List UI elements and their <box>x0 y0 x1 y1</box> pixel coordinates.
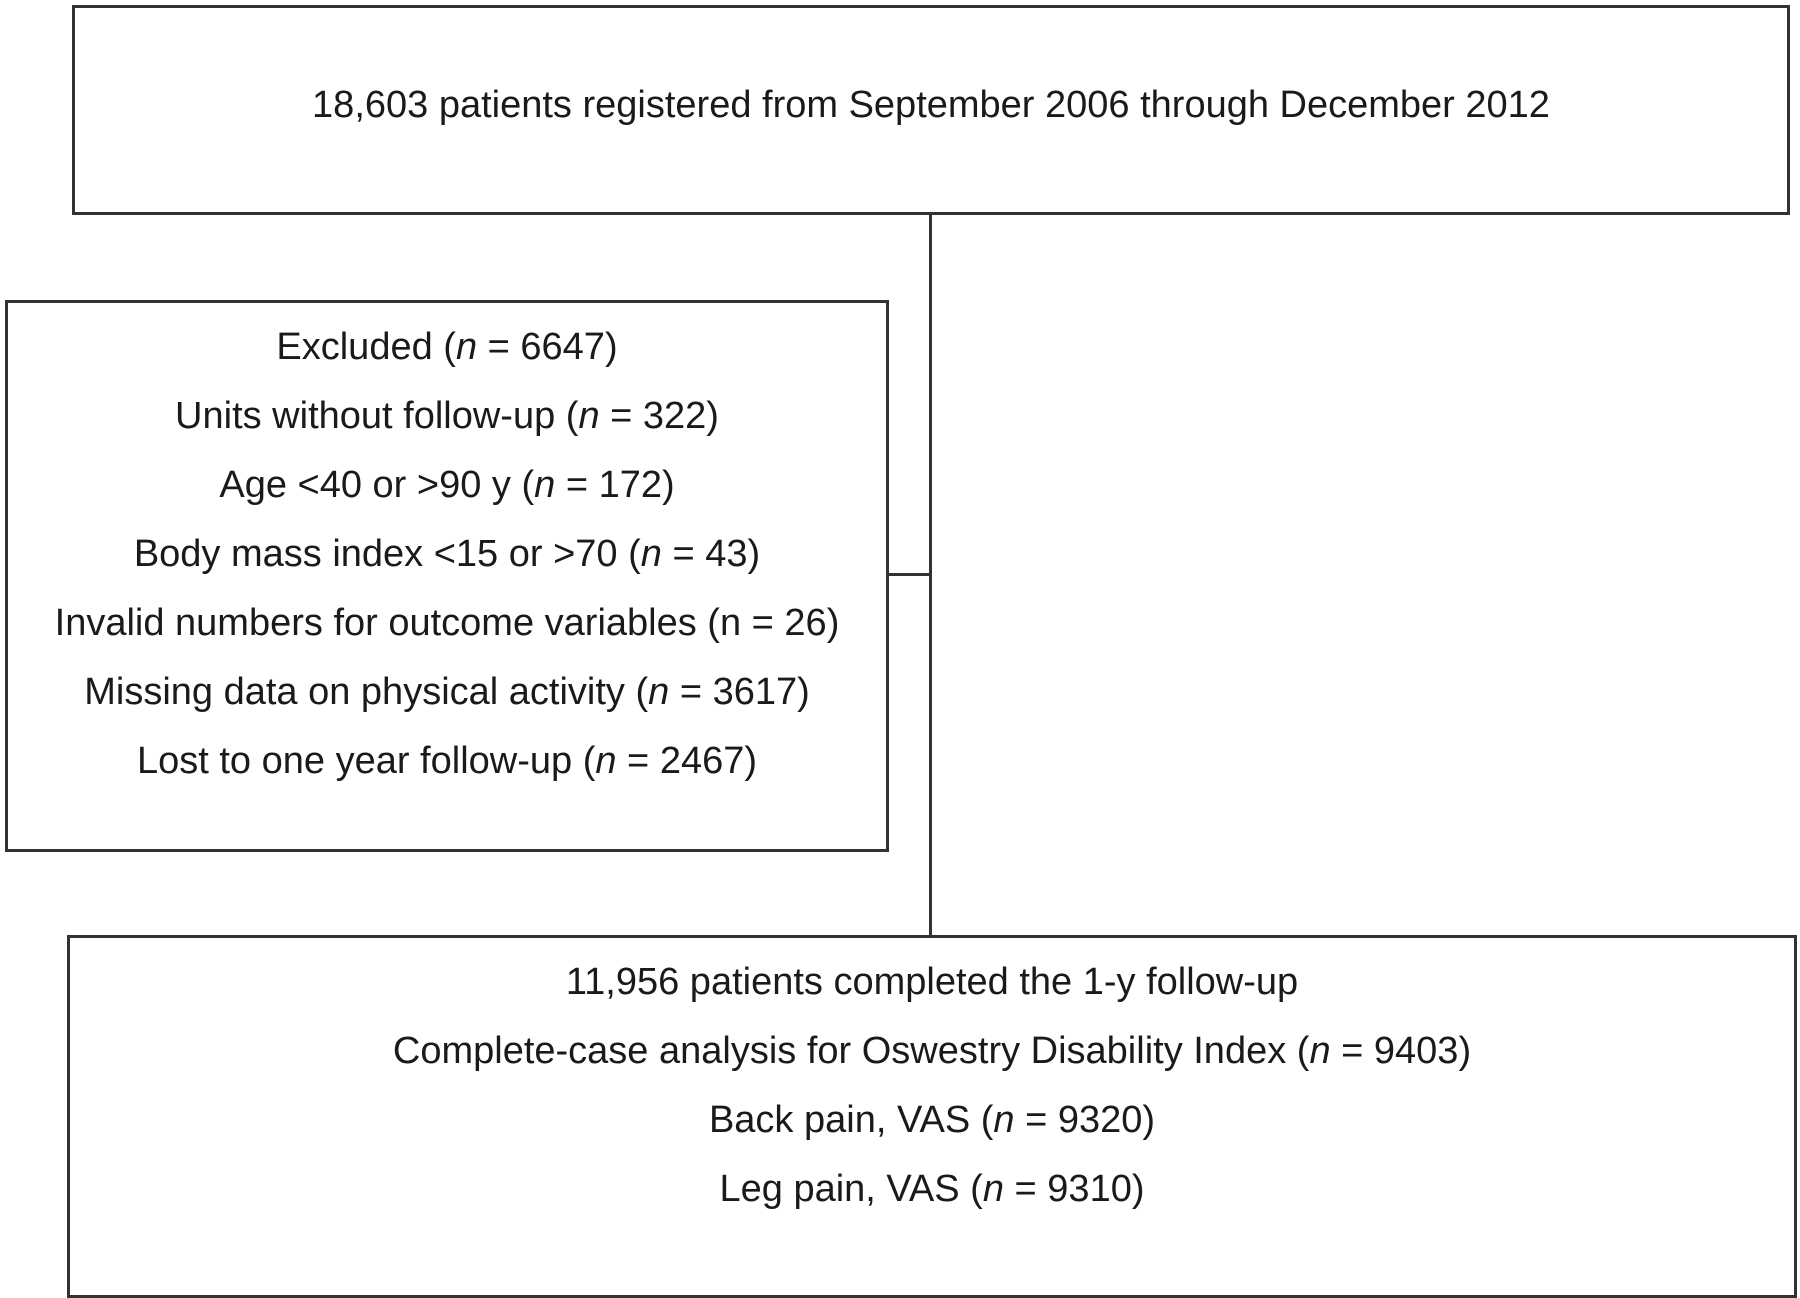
n-value: 9310 <box>1047 1168 1132 1210</box>
item-label: Back pain, VAS <box>708 1099 971 1141</box>
exclusion-reason-row: Missing data on physical activity (n = 3617) <box>84 671 810 713</box>
item-label: Body mass index <15 or >70 <box>133 533 618 575</box>
exclusion-box <box>5 300 889 852</box>
exclusion-reason-row: Units without follow-up (n = 322) <box>175 395 719 437</box>
completed-followup-headline: 11,956 patients completed the 1-y follow-up <box>565 961 1299 1003</box>
n-symbol: n <box>640 533 662 575</box>
n-value: 9320 <box>1057 1099 1143 1141</box>
completed-followup-box <box>67 935 1797 1298</box>
item-label: Excluded <box>276 326 433 368</box>
exclusion-list <box>8 313 886 796</box>
item-label: Missing data on physical activity <box>84 671 625 713</box>
analysis-row: Back pain, VAS (n = 9320) <box>708 1099 1156 1141</box>
item-label: Lost to one year follow-up <box>136 740 573 782</box>
n-value: 322 <box>642 395 707 437</box>
registered-patients-box <box>72 5 1790 215</box>
n-value: 2467 <box>659 740 745 782</box>
item-label: Units without follow-up <box>175 395 556 437</box>
n-symbol: n <box>1309 1030 1331 1072</box>
item-label: Age <40 or >90 y <box>219 464 511 506</box>
exclusion-reason-row: Lost to one year follow-up (n = 2467) <box>136 740 758 782</box>
item-label: Leg pain, VAS <box>719 1168 960 1210</box>
item-label: Invalid numbers for outcome variables <box>54 602 697 644</box>
n-value: 6647 <box>520 326 605 368</box>
n-symbol: n <box>534 464 556 506</box>
n-symbol: n <box>595 740 617 782</box>
n-value: 43 <box>705 533 748 575</box>
exclusion-reason-row: Body mass index <15 or >70 (n = 43) <box>133 533 761 575</box>
n-symbol: n <box>719 602 742 644</box>
n-symbol: n <box>648 671 670 713</box>
n-value: 172 <box>598 464 662 506</box>
exclusion-branch-connector <box>887 573 931 576</box>
n-symbol: n <box>982 1168 1004 1210</box>
exclusion-reason-row: Age <40 or >90 y (n = 172) <box>219 464 675 506</box>
registered-patients-text: 18,603 patients registered from September 2006 through December 2012 <box>312 84 1550 126</box>
analysis-row: Complete-case analysis for Oswestry Disability Index (n = 9403) <box>392 1030 1472 1072</box>
item-label: Complete-case analysis for Oswestry Disability Index <box>392 1030 1287 1072</box>
n-value: 9403 <box>1373 1030 1459 1072</box>
n-value: 26 <box>784 602 827 644</box>
n-symbol: n <box>455 326 478 368</box>
completed-followup-list <box>70 948 1794 1224</box>
n-symbol: n <box>993 1099 1015 1141</box>
excluded-total-row: Excluded (n = 6647) <box>276 326 618 368</box>
n-symbol: n <box>578 395 600 437</box>
analysis-row: Leg pain, VAS (n = 9310) <box>719 1168 1145 1210</box>
exclusion-reason-row: Invalid numbers for outcome variables (n = 26) <box>54 602 840 644</box>
n-value: 3617 <box>712 671 798 713</box>
